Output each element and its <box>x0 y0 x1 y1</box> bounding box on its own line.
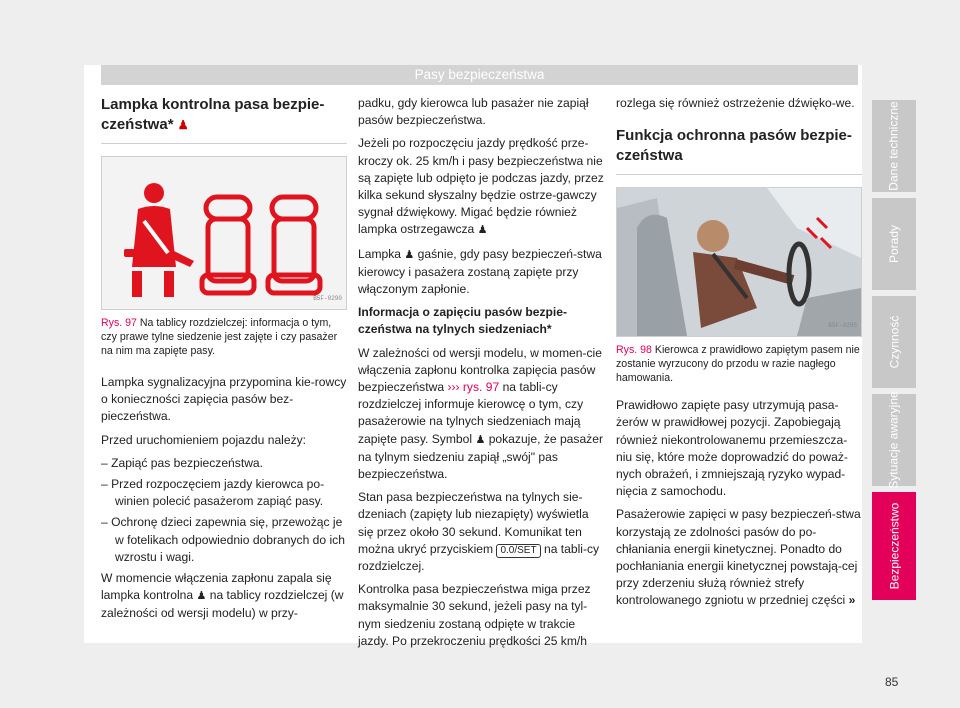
tab-sytuacje-awaryjne[interactable] <box>872 391 916 489</box>
seatbelt-icon: ♟ <box>196 590 207 603</box>
seat-status-illustration <box>102 157 346 309</box>
set-button-symbol: 0.0/SET <box>496 544 540 558</box>
seat-icon <box>268 197 320 293</box>
figure-caption: Rys. 97 Na tablicy rozdzielczej: informacja o tym, czy prawe tylne siedzenie jest zajęte i czy pasażer na nim ma zapięte pasy. <box>101 317 338 357</box>
page-number: 85 <box>885 675 899 689</box>
paragraph: Jeżeli po rozpoczęciu jazdy prędkość prze-kroczy ok. 25 km/h i pasy bezpieczeństwa nie są zapięte lub odpięto je podczas jazdy, przez kilka sekund słyszalny będzie ostrze-gawczy sygnał dźwiękowy. Migać będzie również lampka ostrzegawcza ♟ <box>358 136 604 237</box>
paragraph: Prawidłowo zapięte pasy utrzymują pasa-żerów w prawidłowej pozycji. Zapobiegają również niekontrolowanemu przemieszcza-niu się, które może doprowadzić do poważ-nych obrażeń, i zmniejszają ryzyko wypad-nięcia z samochodu. <box>616 398 848 499</box>
list-item: – Przed rozpoczęciem jazdy kierowca po-winien polecić pasażerom zapiąć pasy. <box>101 477 325 509</box>
seatbelt-icon: ♟ <box>404 248 415 261</box>
section-heading: Lampka kontrolna pasa bezpie-czeństwa* ♟ <box>101 96 325 133</box>
tab-czynnosc[interactable] <box>872 296 916 388</box>
list-item: – Zapiąć pas bezpieczeństwa. <box>101 455 264 470</box>
paragraph: Kontrolka pasa bezpieczeństwa miga przez maksymalnie 30 sekund, jeżeli pasy na tyl-nym siedzeniu zostaną odpięte w trakcie jazdy. Po przekroczeniu prędkości 25 km/h <box>358 582 591 648</box>
figure-97 <box>101 156 347 310</box>
column-3 <box>616 95 862 616</box>
paragraph: padku, gdy kierowca lub pasażer nie zapiął pasów bezpieczeństwa. <box>358 96 589 128</box>
paragraph: Lampka sygnalizacyjna przypomina kie-rowcy o konieczności zapięcia pasów bez-pieczeństwa. <box>101 375 347 424</box>
continue-arrow-icon: » <box>848 593 856 608</box>
tab-dane-techniczne[interactable] <box>872 100 916 192</box>
paragraph: Pasażerowie zapięci w pasy bezpieczeń-stwa korzystają ze zdolności pasów do po-chłaniania energii kinetycznej. Ponadto do pochłaniania energii kinetycznej powstają-cej przy zderzeniu służą również strefy kontrolowanego zgniotu w przedniej części » <box>616 507 861 608</box>
paragraph: W zależności od wersji modelu, w momen-cie włączenia zapłonu kontrolka zapięcia pasów bezpieczeństwa ››› rys. 97 na tabli-cy rozdzielczej informuje kierowcę o tym, czy pasażerowie na tylnych siedzeniach mają zapięte pasy. Symbol ♟ pokazuje, że pasażer na tylnym siedzeniu zapiął „swój" pas bezpieczeństwa. <box>358 345 603 482</box>
driver-illustration <box>617 188 861 336</box>
tab-label: Porady <box>887 224 901 264</box>
paragraph: Stan pasa bezpieczeństwa na tylnych sie-dzeniach (zapięty lub niezapięty) wyświetla się przez około 30 sekund. Komunikat ten można ukryć przyciskiem 0.0/SET na tabli-cy rozdzielczej. <box>358 490 600 574</box>
divider <box>616 174 862 175</box>
tab-label: Dane techniczne <box>887 101 902 191</box>
page-header: Pasy bezpieczeństwa <box>101 65 858 85</box>
tab-label: Bezpieczeństwo <box>887 502 901 590</box>
seatbelt-warning-icon: ♟ <box>177 118 189 132</box>
paragraph: rozlega się również ostrzeżenie dźwięko-we. <box>616 96 855 110</box>
column-1 <box>101 95 347 629</box>
figure-code: B5F-0295 <box>828 322 857 329</box>
tab-bezpieczenstwo[interactable] <box>872 492 916 600</box>
figure-98 <box>616 187 862 337</box>
seat-icon <box>202 197 254 293</box>
figure-caption: Rys. 98 Kierowca z prawidłowo zapiętym pasem nie zostanie wyrzucony do przodu w razie nagłego hamowania. <box>616 344 860 385</box>
tab-label: Czynność <box>887 315 901 369</box>
list-item: – Ochronę dzieci zapewnia się, przewożąc je w fotelikach odpowiednio dobranych do ich wzrostu i wagi. <box>101 515 345 564</box>
figure-link[interactable]: ››› rys. 97 <box>447 380 500 395</box>
paragraph: W momencie włączenia zapłonu zapala się lampka kontrolna ♟ na tablicy rozdzielczej (w zależności od wersji modelu) w przy- <box>101 571 344 621</box>
seatbelt-warning-icon <box>124 183 194 297</box>
tab-porady[interactable] <box>872 198 916 290</box>
column-2 <box>358 95 604 656</box>
tab-label: Sytuacje awaryjne <box>887 391 902 489</box>
paragraph: Przed uruchomieniem pojazdu należy: <box>101 432 307 447</box>
figure-code: B5F-0290 <box>313 294 342 302</box>
section-heading: Funkcja ochronna pasów bezpie-czeństwa <box>616 127 852 165</box>
divider <box>101 143 347 144</box>
paragraph: Lampka ♟ gaśnie, gdy pasy bezpieczeń-stwa kierowcy i pasażera zostaną zapięte przy włączonym zapłonie. <box>358 246 602 297</box>
seatbelt-icon: ♟ <box>475 433 486 446</box>
seatbelt-icon: ♟ <box>477 224 488 237</box>
subheading: Informacja o zapięciu pasów bezpie-czeństwa na tylnych siedzeniach* <box>358 305 568 337</box>
